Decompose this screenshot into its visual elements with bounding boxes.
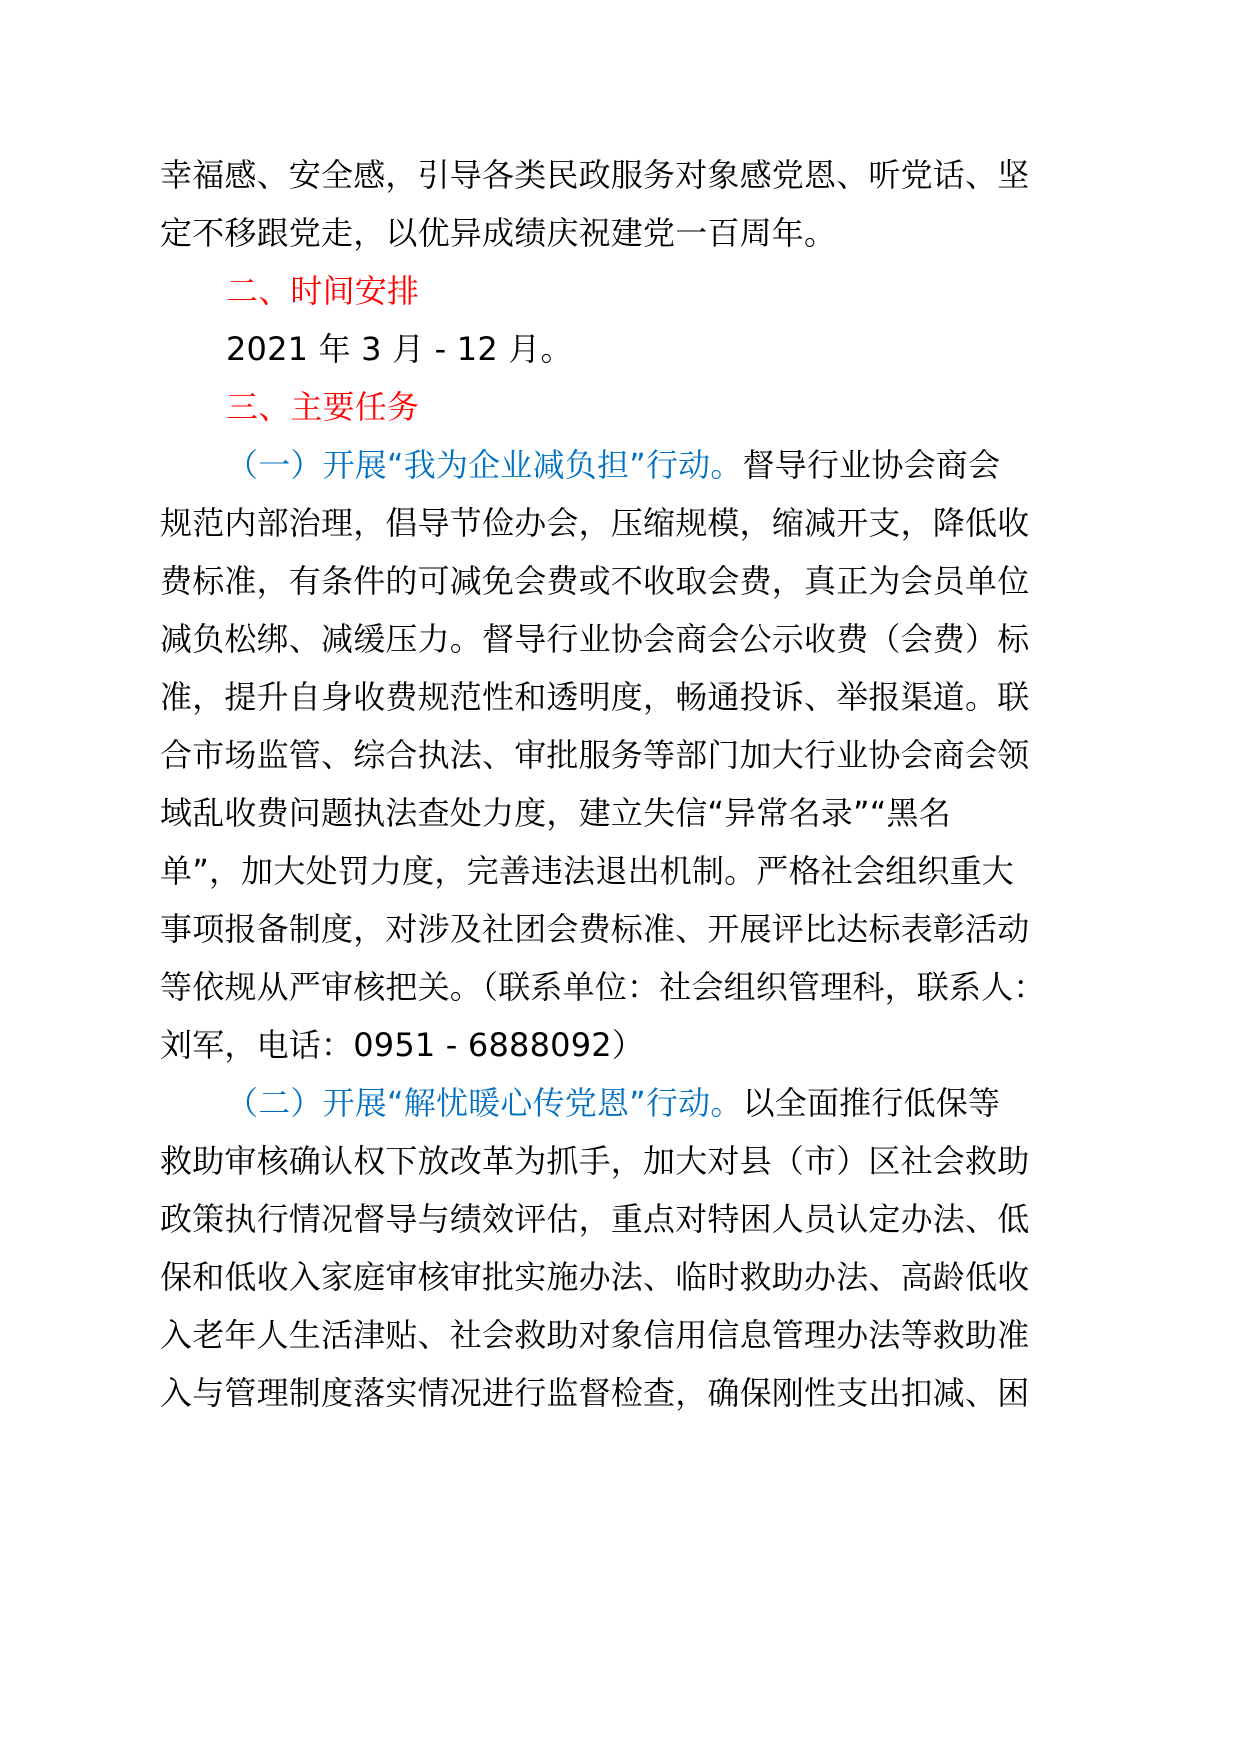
task2-line: 救助审核确认权下放改革为抓手，加大对县（市）区社会救助 xyxy=(160,1142,1030,1180)
task2-line: 保和低收入家庭审核审批实施办法、临时救助办法、高龄低收 xyxy=(160,1258,1030,1296)
task1-first-line xyxy=(226,433,1000,497)
task2-first-line xyxy=(226,1071,1000,1135)
task1-line: 单”，加大处罚力度，完善违法退出机制。严格社会组织重大 xyxy=(160,852,1014,890)
section-heading-tasks: 三、主要任务 xyxy=(226,388,420,426)
task2-title: （二）开展“解忧暖心传党恩”行动。 xyxy=(226,1084,743,1122)
task1-line: 规范内部治理，倡导节俭办会，压缩规模，缩减开支，降低收 xyxy=(160,504,1030,542)
intro-line-1: 幸福感、安全感，引导各类民政服务对象感党恩、听党话、坚 xyxy=(160,156,1030,194)
task2-line: 入老年人生活津贴、社会救助对象信用信息管理办法等救助准 xyxy=(160,1316,1030,1354)
intro-line-2: 定不移跟党走，以优异成绩庆祝建党一百周年。 xyxy=(160,214,837,252)
task1-line: 事项报备制度，对涉及社团会费标准、开展评比达标表彰活动 xyxy=(160,910,1030,948)
task2-line: 政策执行情况督导与绩效评估，重点对特困人员认定办法、低 xyxy=(160,1200,1030,1238)
task1-title: （一）开展“我为企业减负担”行动。 xyxy=(226,446,743,484)
task1-first-line-rest: 督导行业协会商会 xyxy=(742,446,1001,484)
task1-line: 费标准，有条件的可减免会费或不收取会费，真正为会员单位 xyxy=(160,562,1030,600)
task1-line: 准，提升自身收费规范性和透明度，畅通投诉、举报渠道。联 xyxy=(160,678,1030,716)
time-content: 2021 年 3 月 - 12 月。 xyxy=(226,330,573,368)
task1-line: 减负松绑、减缓压力。督导行业协会商会公示收费（会费）标 xyxy=(160,620,1030,658)
task1-contact-line: 刘军，电话：0951 - 6888092） xyxy=(160,1026,645,1064)
task1-line: 等依规从严审核把关。（联系单位：社会组织管理科，联系人： xyxy=(160,968,1046,1006)
task2-line: 入与管理制度落实情况进行监督检查，确保刚性支出扣减、困 xyxy=(160,1374,1030,1412)
task1-line: 域乱收费问题执法查处力度，建立失信“异常名录”“黑名 xyxy=(160,794,951,832)
task1-line: 合市场监管、综合执法、审批服务等部门加大行业协会商会领 xyxy=(160,736,1030,774)
section-heading-time: 二、时间安排 xyxy=(226,272,420,310)
task2-first-line-rest: 以全面推行低保等 xyxy=(742,1084,1001,1122)
